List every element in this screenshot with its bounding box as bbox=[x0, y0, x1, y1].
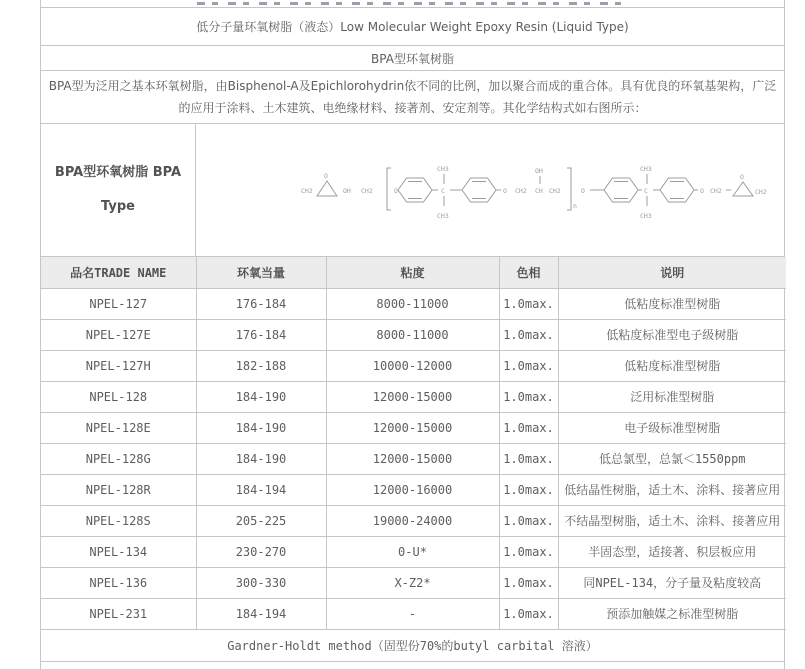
cell-viscosity: 8000-11000 bbox=[326, 319, 499, 350]
table-row bbox=[41, 598, 786, 629]
table-row bbox=[41, 350, 786, 381]
structure-section bbox=[41, 124, 784, 257]
atom-label: CH3 bbox=[437, 212, 449, 220]
structure-label-cell bbox=[41, 124, 196, 256]
cell-trade-name: NPEL-128 bbox=[41, 381, 196, 412]
header-trade-name: 品名TRADE NAME bbox=[41, 257, 196, 288]
resin-type-row bbox=[41, 46, 784, 71]
cell-description: 电子级标准型树脂 bbox=[558, 412, 786, 443]
cell-color-index: 1.0max. bbox=[499, 598, 558, 629]
cell-color-index: 1.0max. bbox=[499, 319, 558, 350]
cell-trade-name: NPEL-128R bbox=[41, 474, 196, 505]
product-table-header bbox=[41, 257, 786, 288]
cell-description: 低粘度标准型树脂 bbox=[558, 288, 786, 319]
cell-trade-name: NPEL-231 bbox=[41, 598, 196, 629]
structure-label-line2: Type bbox=[101, 199, 135, 214]
resin-type-text: BPA型环氧树脂 bbox=[371, 51, 454, 66]
atom-label: CH3 bbox=[640, 212, 652, 220]
atom-label: CH2 bbox=[361, 187, 373, 195]
cell-viscosity: 8000-11000 bbox=[326, 288, 499, 319]
cell-color-index: 1.0max. bbox=[499, 412, 558, 443]
structure-diagram-cell bbox=[196, 124, 784, 256]
cell-epoxy-equivalent: 176-184 bbox=[196, 288, 326, 319]
footer-note-row bbox=[41, 630, 784, 662]
cell-epoxy-equivalent: 182-188 bbox=[196, 350, 326, 381]
cell-description: 预添加触媒之标准型树脂 bbox=[558, 598, 786, 629]
description-paragraph: BPA型为泛用之基本环氧树脂，由Bisphenol-A及Epichlorohydrin依不同的比例，加以聚合而成的重合体。具有优良的环氧基架构，广泛的应用于涂料、土木建筑、电绝缘材料、接著剂、安定剂等。其化学结构式如右图所示： bbox=[48, 79, 777, 115]
cell-description: 低总氯型，总氯＜1550ppm bbox=[558, 443, 786, 474]
epoxide-ring-right bbox=[733, 182, 753, 196]
atom-label: O bbox=[581, 187, 585, 195]
atom-label: CH2 bbox=[755, 188, 767, 196]
atom-label: CH2 bbox=[515, 187, 527, 195]
atom-label: C bbox=[644, 187, 648, 195]
cell-viscosity: 12000-16000 bbox=[326, 474, 499, 505]
subtitle-row bbox=[41, 8, 784, 46]
atom-label: C bbox=[441, 187, 445, 195]
structure-label-line1: BPA型环氧树脂 BPA bbox=[54, 165, 182, 180]
description-paragraph-row bbox=[41, 71, 784, 124]
cell-color-index: 1.0max. bbox=[499, 536, 558, 567]
atom-label: OH bbox=[535, 167, 543, 175]
atom-label: CH2 bbox=[549, 187, 561, 195]
cell-viscosity: 10000-12000 bbox=[326, 350, 499, 381]
clipped-bottom-row bbox=[41, 662, 784, 669]
product-table bbox=[41, 257, 786, 630]
cell-trade-name: NPEL-127E bbox=[41, 319, 196, 350]
atom-label: CH2 bbox=[710, 187, 722, 195]
header-row bbox=[41, 257, 786, 288]
cell-epoxy-equivalent: 230-270 bbox=[196, 536, 326, 567]
cell-epoxy-equivalent: 300-330 bbox=[196, 567, 326, 598]
cell-color-index: 1.0max. bbox=[499, 288, 558, 319]
table-row bbox=[41, 288, 786, 319]
cell-color-index: 1.0max. bbox=[499, 567, 558, 598]
atom-label: O bbox=[740, 173, 744, 181]
cell-viscosity: X-Z2* bbox=[326, 567, 499, 598]
cell-trade-name: NPEL-136 bbox=[41, 567, 196, 598]
repeat-subscript: n bbox=[573, 202, 577, 210]
atom-label: CH3 bbox=[437, 165, 449, 173]
table-row bbox=[41, 412, 786, 443]
bracket-open bbox=[387, 168, 391, 210]
table-row bbox=[41, 567, 786, 598]
cell-description: 低结晶性树脂，适土木、涂料、接著应用 bbox=[558, 474, 786, 505]
cell-color-index: 1.0max. bbox=[499, 505, 558, 536]
product-table-body bbox=[41, 288, 786, 629]
table-row bbox=[41, 536, 786, 567]
cell-color-index: 1.0max. bbox=[499, 474, 558, 505]
cell-viscosity: 12000-15000 bbox=[326, 381, 499, 412]
cell-trade-name: NPEL-127H bbox=[41, 350, 196, 381]
cell-viscosity: 0-U* bbox=[326, 536, 499, 567]
atom-label: O bbox=[394, 187, 398, 195]
cell-description: 不结晶型树脂，适土木、涂料、接著应用 bbox=[558, 505, 786, 536]
cell-trade-name: NPEL-128E bbox=[41, 412, 196, 443]
epoxide-ring-left bbox=[317, 181, 337, 196]
table-row bbox=[41, 474, 786, 505]
bracket-close bbox=[567, 168, 571, 210]
atom-label: CH bbox=[535, 187, 543, 195]
document-sheet bbox=[40, 0, 785, 669]
cell-epoxy-equivalent: 184-194 bbox=[196, 598, 326, 629]
cell-viscosity: 12000-15000 bbox=[326, 412, 499, 443]
header-epoxy-equivalent: 环氧当量 bbox=[196, 257, 326, 288]
cell-epoxy-equivalent: 184-190 bbox=[196, 381, 326, 412]
cell-description: 低粘度标准型树脂 bbox=[558, 350, 786, 381]
cell-color-index: 1.0max. bbox=[499, 381, 558, 412]
header-color-index: 色相 bbox=[499, 257, 558, 288]
atom-label: O bbox=[700, 187, 704, 195]
cell-viscosity: 19000-24000 bbox=[326, 505, 499, 536]
cell-viscosity: 12000-15000 bbox=[326, 443, 499, 474]
cell-epoxy-equivalent: 184-194 bbox=[196, 474, 326, 505]
header-viscosity: 粘度 bbox=[326, 257, 499, 288]
atom-label: CH3 bbox=[640, 165, 652, 173]
cell-description: 半固态型，适接著、积层板应用 bbox=[558, 536, 786, 567]
cell-viscosity: - bbox=[326, 598, 499, 629]
cell-trade-name: NPEL-134 bbox=[41, 536, 196, 567]
atom-label: OH bbox=[343, 187, 351, 195]
cell-epoxy-equivalent: 176-184 bbox=[196, 319, 326, 350]
atom-label: O bbox=[324, 172, 328, 180]
cell-trade-name: NPEL-127 bbox=[41, 288, 196, 319]
cell-trade-name: NPEL-128G bbox=[41, 443, 196, 474]
header-description: 说明 bbox=[558, 257, 786, 288]
table-row bbox=[41, 443, 786, 474]
cell-epoxy-equivalent: 205-225 bbox=[196, 505, 326, 536]
cell-color-index: 1.0max. bbox=[499, 443, 558, 474]
footer-note-text: Gardner-Holdt method（固型份70%的butyl carbital 溶液） bbox=[227, 638, 598, 653]
cell-description: 泛用标准型树脂 bbox=[558, 381, 786, 412]
table-row bbox=[41, 319, 786, 350]
clipped-title-row bbox=[41, 0, 784, 8]
cell-epoxy-equivalent: 184-190 bbox=[196, 443, 326, 474]
cell-color-index: 1.0max. bbox=[499, 350, 558, 381]
cell-description: 同NPEL-134，分子量及粘度较高 bbox=[558, 567, 786, 598]
table-row bbox=[41, 505, 786, 536]
clipped-title-fragments bbox=[197, 2, 629, 5]
chemical-structure-diagram bbox=[301, 142, 776, 238]
cell-trade-name: NPEL-128S bbox=[41, 505, 196, 536]
cell-epoxy-equivalent: 184-190 bbox=[196, 412, 326, 443]
cell-description: 低粘度标准型电子级树脂 bbox=[558, 319, 786, 350]
atom-label: CH2 bbox=[301, 187, 313, 195]
subtitle-text: 低分子量环氧树脂（液态）Low Molecular Weight Epoxy Resin (Liquid Type) bbox=[196, 20, 629, 34]
table-row bbox=[41, 381, 786, 412]
atom-label: O bbox=[503, 187, 507, 195]
